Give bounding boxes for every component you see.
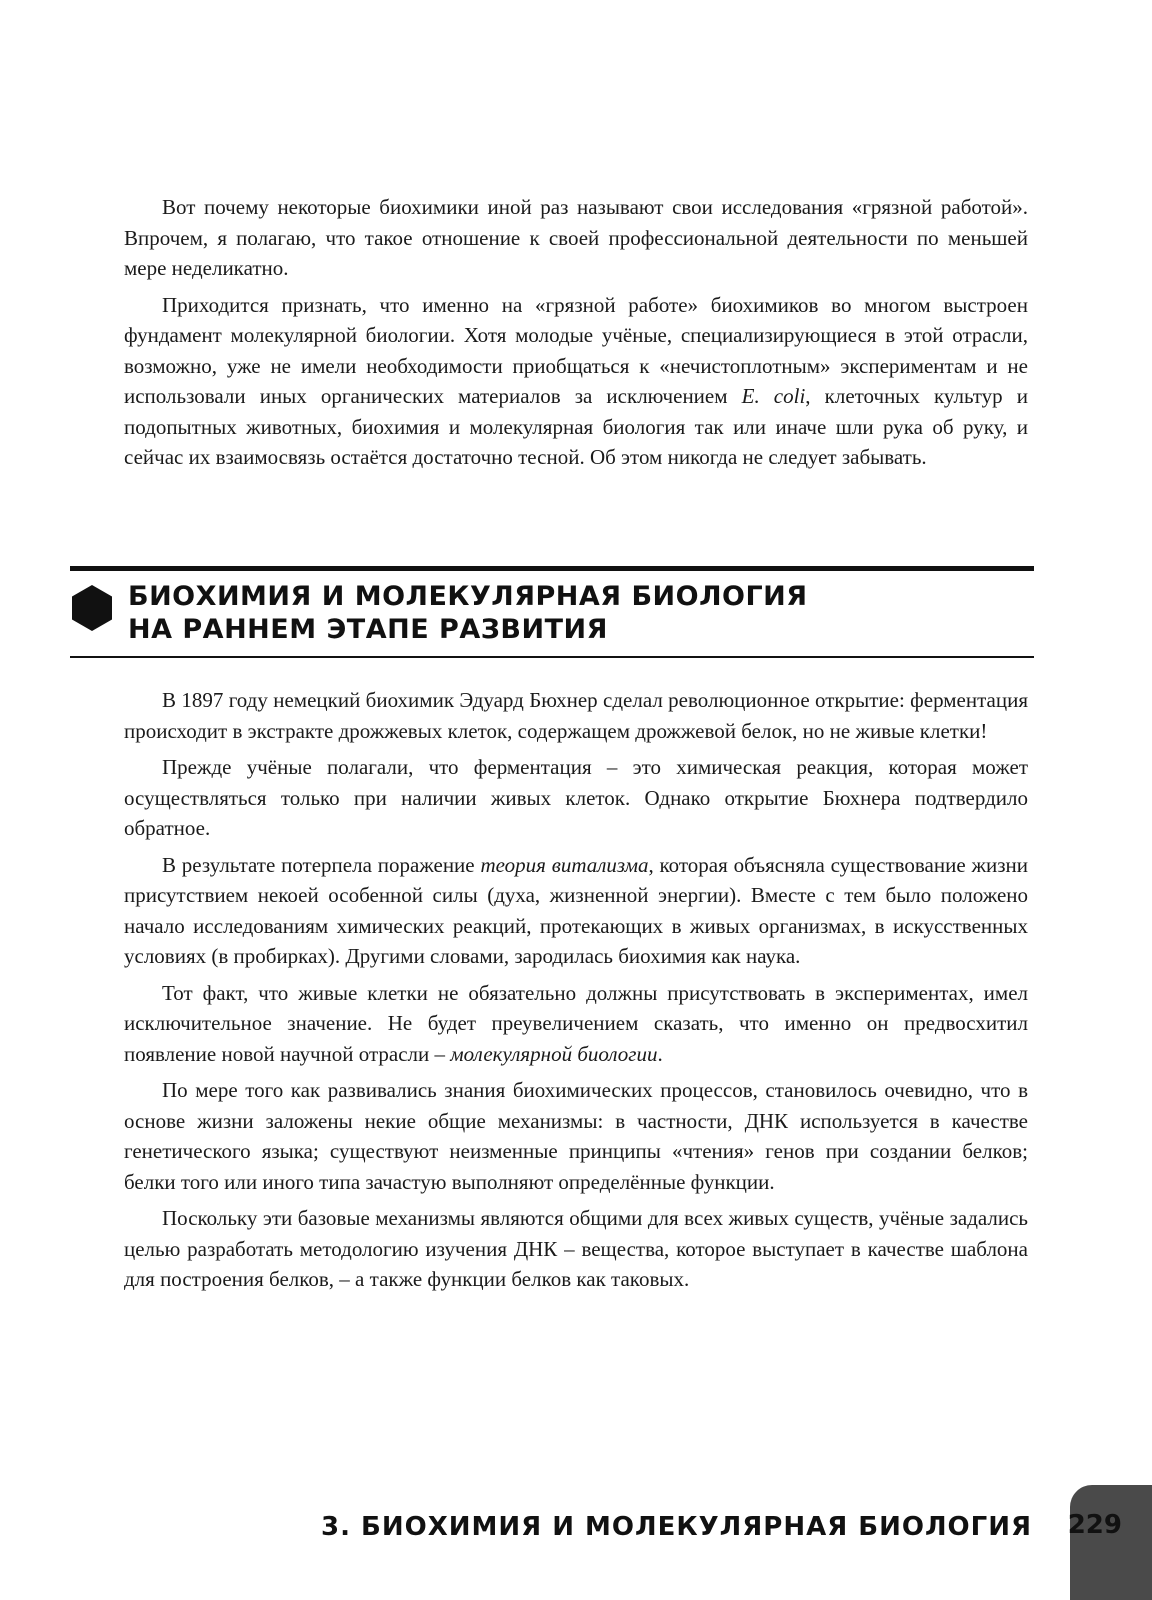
text-run: В результате потерпела поражение — [162, 852, 481, 877]
section-top-rule — [70, 566, 1034, 571]
paragraph — [124, 685, 1028, 746]
page-number: 229 — [1067, 1510, 1122, 1540]
text-run: , которая объясняла существование жизни присутствием некоей особенной силы (духа, жизненной энергии). Вместе с тем было положено начало исследованиям химических реакций, протекающих в живых организмах, в искусственных условиях (в пробирках). Другими словами, зародилась биохимия как наука. — [124, 852, 1028, 968]
text-run: Поскольку эти базовые механизмы являются общими для всех живых существ, учёные задались целью разработать методологию изучения ДНК – вещества, которое выступает в качестве шаблона для построения белков, – а также функции белков как таковых. — [124, 1206, 1028, 1291]
paragraph — [124, 752, 1028, 844]
paragraph — [124, 978, 1028, 1070]
hexagon-bullet-icon — [70, 583, 114, 633]
text-run: Тот факт, что живые клетки не обязательно должны присутствовать в экспериментах, имел исключительное значение. Не будет преувеличением сказать, что именно он предвосхитил появление новой научной отрасли – — [124, 980, 1028, 1066]
paragraph — [124, 1203, 1028, 1295]
text-run: Приходится признать, что именно на «грязной работе» биохимиков во многом выстроен фундамент молекулярной биологии. Хотя молодые учёные, специализирующиеся в этой отрасли, возможно, уже не имели необходимости приобщаться к «нечистоплотным» экспериментам и не использовали иных органических материалов за исключением — [124, 292, 1028, 408]
bottom-text-block — [124, 685, 1028, 1295]
section-bottom-rule — [70, 656, 1034, 658]
text-run: В 1897 году немецкий биохимик Эдуард Бюхнер сделал революционное открытие: ферментация происходит в экстракте дрожжевых клеток, содержащем дрожжевой белок, но не живые клетки! — [124, 688, 1028, 743]
page-corner-tab — [1067, 1485, 1152, 1600]
paragraph — [124, 290, 1028, 473]
paragraph — [124, 1075, 1028, 1197]
text-run: По мере того как развивались знания биохимических процессов, становилось очевидно, что в основе жизни заложены некие общие механизмы: в частности, ДНК используется в качестве генетического языка; существуют неизменные принципы «чтения» генов при создании белков; белки того или иного типа зачастую выполняют определённые функции. — [124, 1078, 1028, 1194]
section-heading-line1: БИОХИМИЯ И МОЛЕКУЛЯРНАЯ БИОЛОГИЯ — [128, 581, 808, 612]
italic-text-run: теория витализма — [480, 852, 649, 877]
running-footer-title: 3. БИОХИМИЯ И МОЛЕКУЛЯРНАЯ БИОЛОГИЯ — [321, 1512, 1032, 1542]
text-run: , клеточных культур и подопытных животных, биохимия и молекулярная биология так или иначе шли рука об руку, и сейчас их взаимосвязь остаётся достаточно тесной. Об этом никогда не следует забывать. — [124, 384, 1028, 469]
paragraph — [124, 850, 1028, 972]
italic-text-run: E. coli — [741, 384, 806, 408]
text-run: Прежде учёные полагали, что ферментация – это химическая реакция, которая может осуществляться только при наличии живых клеток. Однако открытие Бюхнера подтвердило обратное. — [124, 755, 1028, 840]
top-text-block — [124, 192, 1028, 473]
section-heading — [128, 580, 808, 646]
text-run: . — [657, 1041, 663, 1066]
text-run: Вот почему некоторые биохимики иной раз называют свои исследования «грязной работой». Впрочем, я полагаю, что такое отношение к своей профессиональной деятельности по меньшей мере неделикатно. — [124, 195, 1028, 280]
italic-text-run: молекулярной биологии — [450, 1041, 658, 1066]
section-heading-line2: НА РАННЕМ ЭТАПЕ РАЗВИТИЯ — [128, 614, 608, 645]
paragraph — [124, 192, 1028, 284]
